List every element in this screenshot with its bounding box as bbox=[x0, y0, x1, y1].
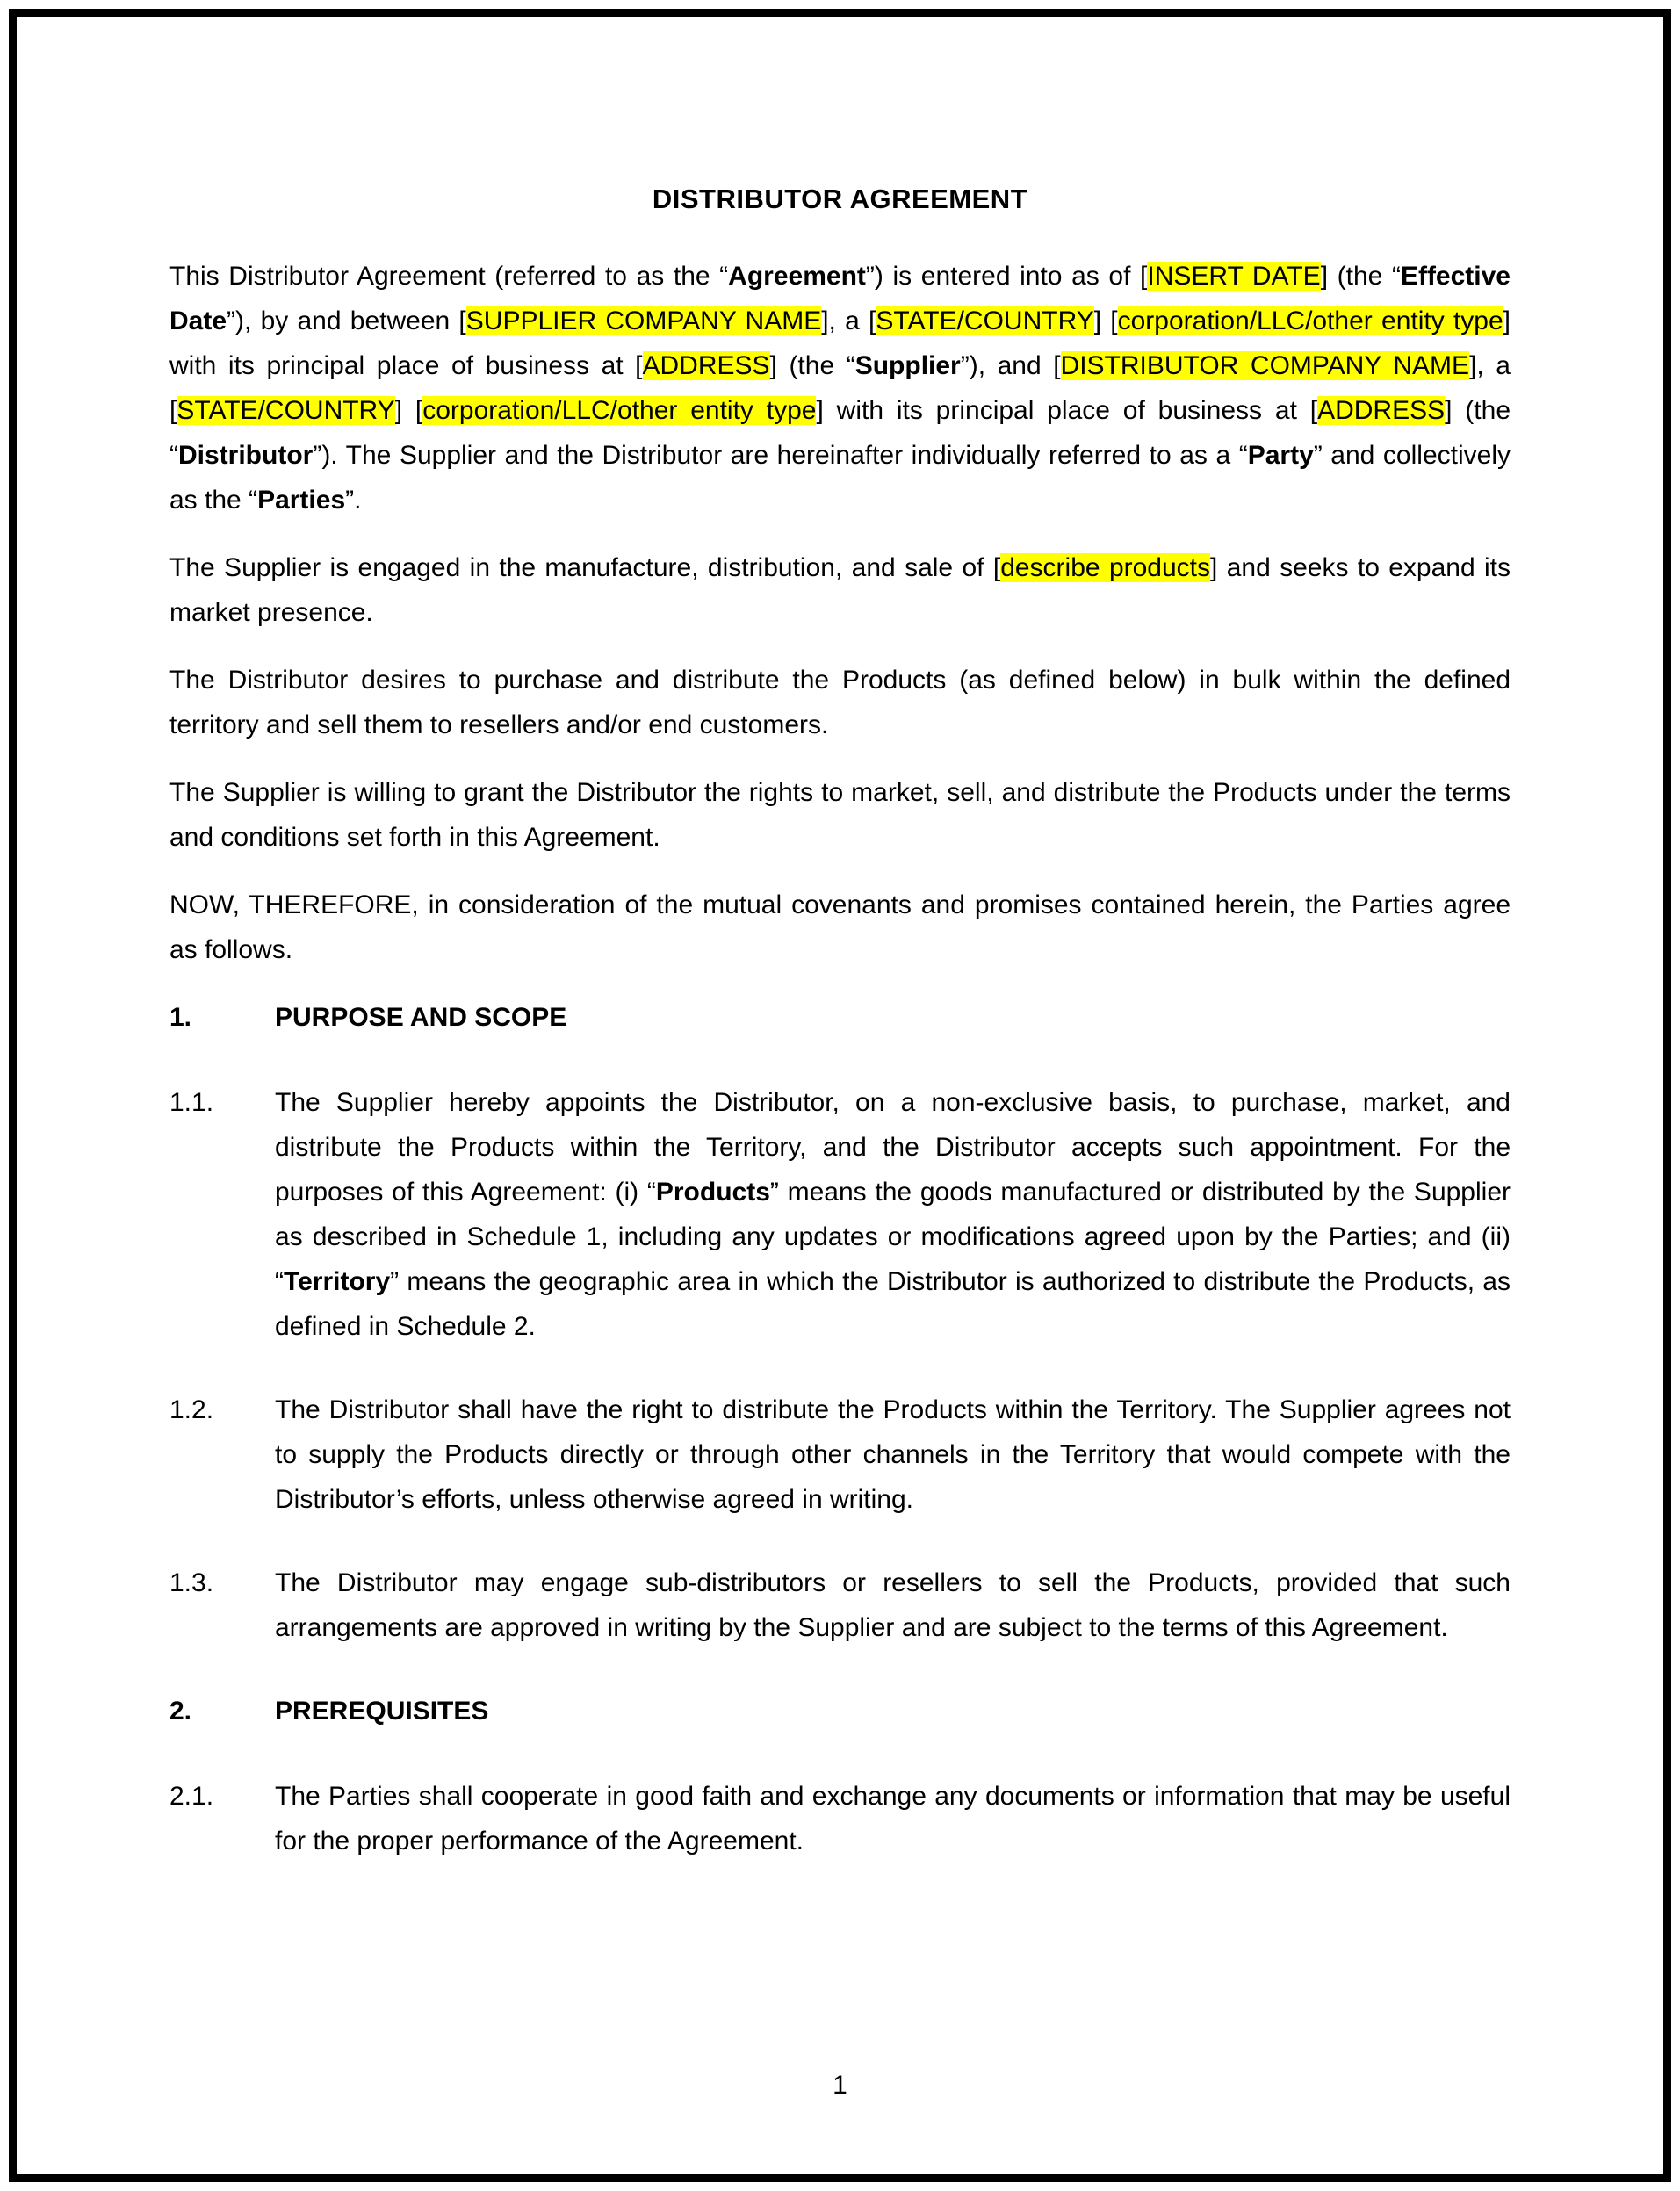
text-run: ] with its principal place of business at [ bbox=[169, 306, 1511, 380]
section-2-number: 2. bbox=[169, 1697, 192, 1726]
intro-paragraph-5 bbox=[169, 883, 1511, 972]
text-run: ”), and [ bbox=[960, 351, 1061, 380]
section-2-heading: PREREQUISITES bbox=[275, 1697, 489, 1726]
placeholder-highlight: corporation/LLC/other entity type bbox=[422, 396, 817, 425]
bold-run: Effective Date bbox=[169, 262, 1511, 335]
bold-run: Products bbox=[655, 1178, 770, 1207]
text-run: ”) is entered into as of [ bbox=[865, 262, 1148, 291]
text-run: ] with its principal place of business at [ bbox=[816, 396, 1318, 425]
intro-paragraph-1 bbox=[169, 254, 1511, 523]
clause-1-2-number: 1.2. bbox=[169, 1395, 214, 1424]
section-2-heading-row bbox=[169, 1689, 1511, 1733]
text-run: The Distributor shall have the right to distribute the Products within the Territory. The Supplier agrees not to supply the Products directly or through other channels in the Territory that would compete with the Distributor’s efforts, unless otherwise agreed in writing. bbox=[275, 1395, 1511, 1514]
clause-1-1 bbox=[169, 1080, 1511, 1349]
placeholder-highlight: STATE/COUNTRY bbox=[876, 306, 1094, 335]
section-1-heading-row bbox=[169, 995, 1511, 1040]
text-run: ] (the “ bbox=[769, 351, 855, 380]
text-run: The Supplier is engaged in the manufacture, distribution, and sale of [ bbox=[169, 553, 1001, 582]
text-run: The Distributor desires to purchase and distribute the Products (as defined below) in bulk within the defined territory and sell them to resellers and/or end customers. bbox=[169, 666, 1511, 739]
bold-run: Agreement bbox=[728, 262, 866, 291]
clause-1-2 bbox=[169, 1387, 1511, 1522]
text-run: This Distributor Agreement (referred to as the “ bbox=[169, 262, 729, 291]
text-run: ”), by and between [ bbox=[227, 306, 466, 335]
text-run: ] [ bbox=[394, 396, 423, 425]
text-run: ”. bbox=[345, 486, 362, 515]
placeholder-highlight: STATE/COUNTRY bbox=[177, 396, 395, 425]
section-1-heading: PURPOSE AND SCOPE bbox=[275, 1003, 567, 1032]
text-run: NOW, THEREFORE, in consideration of the mutual covenants and promises contained herein, the Parties agree as follows. bbox=[169, 890, 1511, 964]
page-content bbox=[17, 17, 1663, 2174]
placeholder-highlight: corporation/LLC/other entity type bbox=[1117, 306, 1503, 335]
placeholder-highlight: INSERT DATE bbox=[1147, 262, 1321, 291]
clause-1-3-number: 1.3. bbox=[169, 1568, 214, 1597]
placeholder-highlight: ADDRESS bbox=[642, 351, 770, 380]
placeholder-highlight: ADDRESS bbox=[1317, 396, 1446, 425]
clause-1-2-text bbox=[275, 1387, 1511, 1522]
placeholder-highlight: describe products bbox=[1000, 553, 1211, 582]
text-run: ] (the “ bbox=[169, 396, 1511, 470]
page-border bbox=[9, 9, 1671, 2182]
text-run: The Parties shall cooperate in good faith and exchange any documents or information that may be useful for the proper performance of the Agreement. bbox=[275, 1782, 1511, 1856]
bold-run: Supplier bbox=[854, 351, 961, 380]
bold-run: Territory bbox=[284, 1267, 391, 1296]
placeholder-highlight: SUPPLIER COMPANY NAME bbox=[465, 306, 822, 335]
text-run: ] and seeks to expand its market presence. bbox=[169, 553, 1511, 627]
section-1-number: 1. bbox=[169, 1003, 192, 1032]
clause-1-3-text bbox=[275, 1560, 1511, 1650]
text-run: ”). The Supplier and the Distributor are hereinafter individually referred to as a “ bbox=[313, 441, 1248, 470]
text-run: ], a [ bbox=[821, 306, 876, 335]
intro-paragraph-2 bbox=[169, 545, 1511, 635]
bold-run: Party bbox=[1247, 441, 1314, 470]
document-title: DISTRIBUTOR AGREEMENT bbox=[652, 184, 1028, 214]
text-run: The Distributor may engage sub-distributors or resellers to sell the Products, provided that such arrangements are approved in writing by the Supplier and are subject to the terms of this Agreement. bbox=[275, 1568, 1511, 1642]
text-run: ” means the goods manufactured or distributed by the Supplier as described in Schedule 1, including any updates or modifications agreed upon by the Parties; and (ii) “ bbox=[275, 1178, 1511, 1296]
text-run: The Supplier is willing to grant the Distributor the rights to market, sell, and distribute the Products under the terms and conditions set forth in this Agreement. bbox=[169, 778, 1511, 852]
clause-1-1-text bbox=[275, 1080, 1511, 1349]
text-run: ” means the geographic area in which the Distributor is authorized to distribute the Products, as defined in Schedule 2. bbox=[275, 1267, 1511, 1341]
bold-run: Parties bbox=[257, 486, 346, 515]
clause-2-1 bbox=[169, 1774, 1511, 1863]
text-run: ” and collectively as the “ bbox=[169, 441, 1511, 515]
intro-paragraph-4 bbox=[169, 770, 1511, 860]
clause-1-3 bbox=[169, 1560, 1511, 1650]
text-run: The Supplier hereby appoints the Distributor, on a non-exclusive basis, to purchase, market, and distribute the Products within the Territory, and the Distributor accepts such appointment. For the purposes of this Agreement: (i) “ bbox=[275, 1088, 1511, 1207]
bold-run: Distributor bbox=[178, 441, 314, 470]
text-run: ] [ bbox=[1093, 306, 1118, 335]
intro-paragraph-3 bbox=[169, 658, 1511, 747]
text-run: ] (the “ bbox=[1320, 262, 1401, 291]
page-number: 1 bbox=[833, 2071, 847, 2100]
clause-1-1-number: 1.1. bbox=[169, 1088, 214, 1117]
clause-2-1-text bbox=[275, 1774, 1511, 1863]
text-run: ], a [ bbox=[169, 351, 1511, 425]
clause-2-1-number: 2.1. bbox=[169, 1782, 214, 1811]
placeholder-highlight: DISTRIBUTOR COMPANY NAME bbox=[1060, 351, 1470, 380]
